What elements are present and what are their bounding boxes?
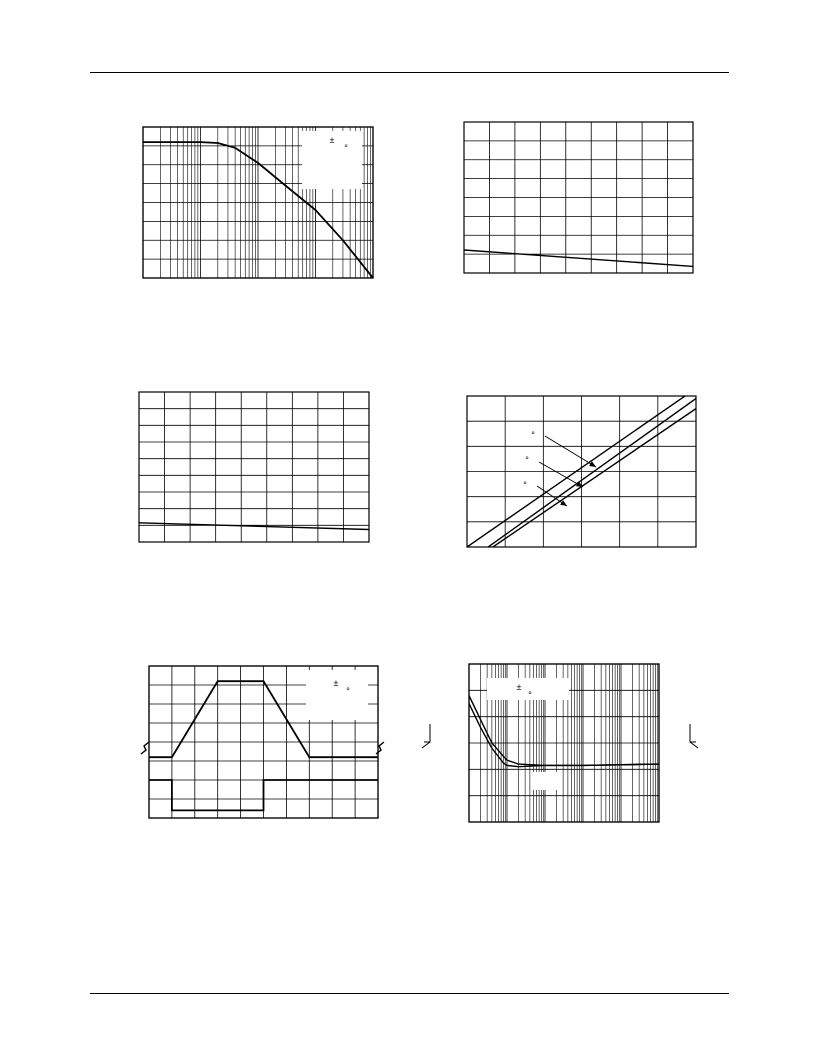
- chart-5-pulse-response: [140, 662, 385, 824]
- annotation-degree-1: °: [531, 430, 535, 440]
- chart-2-linear-decline: [460, 118, 700, 278]
- header-rule: [90, 72, 729, 73]
- annotation-plusminus: ±: [329, 135, 335, 145]
- axis-break-mark-left: [420, 722, 434, 750]
- annotation-plusminus: ±: [516, 682, 522, 692]
- chart-1-log-rolloff: [140, 123, 380, 285]
- annotation-degree: °: [528, 690, 532, 700]
- footer-rule: [90, 993, 729, 994]
- annotation-plusminus: ±: [333, 678, 339, 688]
- legend-box: [531, 772, 559, 790]
- chart-6-log-settling: [465, 660, 665, 828]
- axis-break-left: [141, 742, 149, 754]
- annotation-degree-2: °: [525, 455, 529, 465]
- chart-4-parallel-lines: [463, 392, 703, 552]
- annotation-degree: °: [346, 686, 350, 696]
- chart-3-linear-decline: [135, 388, 375, 548]
- plot-frame: [139, 392, 369, 542]
- annotation-degree: °: [344, 143, 348, 153]
- axis-break-mark-right: [686, 722, 700, 750]
- annotation-degree-3: °: [523, 480, 527, 490]
